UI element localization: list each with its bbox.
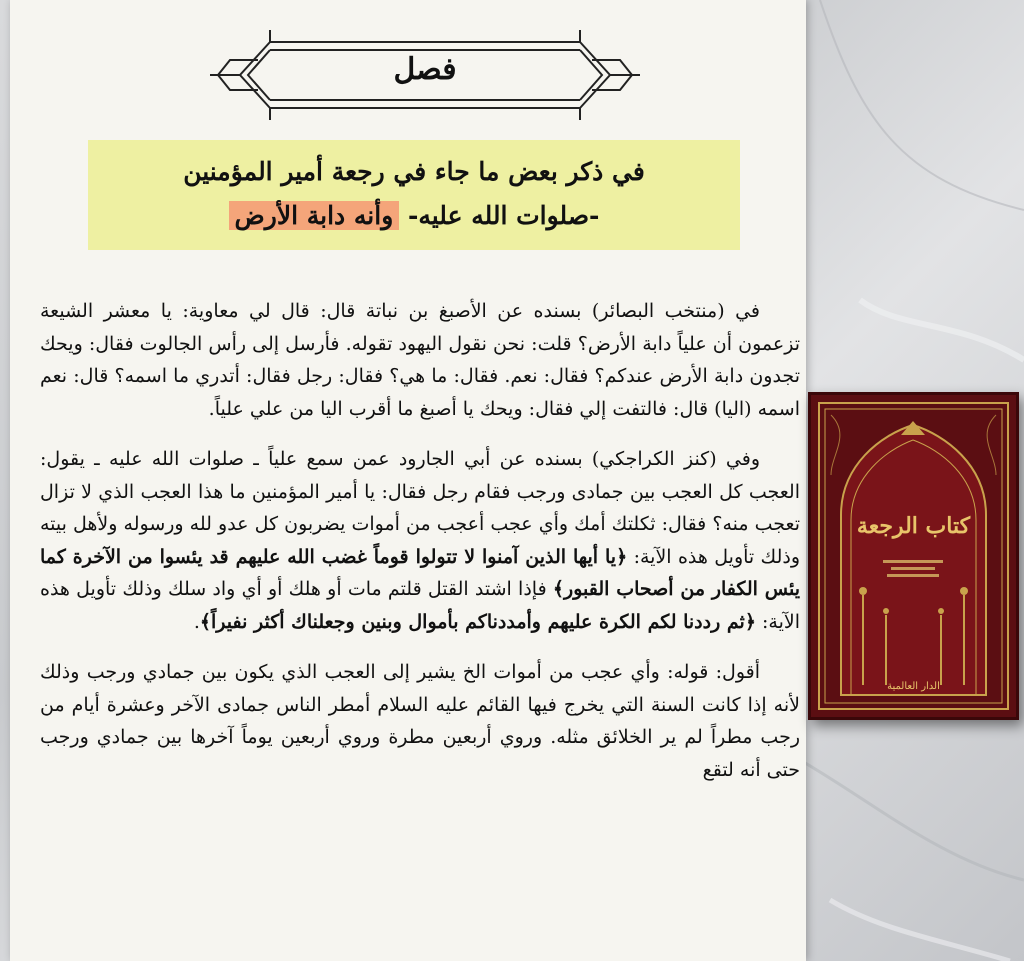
book-cover-image xyxy=(808,392,1019,720)
chapter-title: فصل xyxy=(393,52,457,87)
paragraph-2-middle: فإذا اشتد القتل قلتم مات أو هلك أو أي واد سلك وذلك تأويل هذه الآية: xyxy=(40,578,800,633)
quran-verse-1: ﴿يا أيها الذين آمنوا لا تتولوا قوماً غضب الله عليهم قد يئسوا من الآخرة كما يئس الكفار من أصحاب القبور﴾ xyxy=(40,545,800,600)
book-cover-title: كتاب الرجعة xyxy=(856,513,971,539)
paragraph-2 xyxy=(40,443,800,638)
paragraph-3: أقول: قوله: وأي عجب من أموات الخ يشير إلى العجب الذي يكون بين جمادي ورجب وذلك لأنه إذا كانت السنة التي يخرج فيها القائم عليه السلام أمطر الناس جمادى الآخر وعشرة أيام من رجب مطراً لم ير الخلائق مثله. وروي أربعين مطرة وروي أربعين يوماً آخرها بين جمادي ورجب حتى أنه لتقع xyxy=(40,661,800,781)
section-heading xyxy=(88,140,740,250)
paragraph-1: في (منتخب البصائر) بسنده عن الأصبغ بن نباتة قال: قال لي معاوية: يا معشر الشيعة تزعمون أن علياً دابة الأرض؟ قلت: نحن نقول اليهود تقوله. فأرسل إلى رأس الجالوت فقال: ويحك تجدون دابة الأرض عندكم؟ فقال: نعم. فقال: ما هي؟ فقال: رجل فقال: أتدري ما اسمه؟ قال: نعم اسمه (اليا) قال: فالتفت إلي فقال: ويحك يا أصبغ ما أقرب اليا من علي علياً. xyxy=(40,300,800,420)
paragraph-2-end: . xyxy=(193,610,200,633)
quran-verse-2: ﴿ثم رددنا لكم الكرة عليهم وأمددناكم بأموال وبنين وجعلناك أكثر نفيراً﴾ xyxy=(199,610,756,633)
highlighted-phrase: وأنه دابة الأرض xyxy=(229,201,400,230)
section-heading-line1: في ذكر بعض ما جاء في رجعة أمير المؤمنين xyxy=(183,157,645,186)
book-page xyxy=(10,0,806,961)
book-cover-publisher: الدار العالمية xyxy=(887,681,940,692)
section-heading-line2-plain: -صلوات الله عليه- xyxy=(399,201,600,230)
section-heading-line2 xyxy=(88,194,740,238)
body-text xyxy=(40,295,800,804)
paragraph-2-intro: وفي (كنز الكراجكي) بسنده عن أبي الجارود عمن سمع علياً ـ صلوات الله عليه ـ يقول: العجب كل العجب بين جمادى ورجب فقام رجل فقال: يا أمير المؤمنين ما هذا العجب الذي لا تزال تعجب منه؟ فقال: ثكلتك أمك وأي عجب أعجب من أموات يضربون كل عدو لله ورسوله ولأهل بيته وذلك تأويل هذه الآية: xyxy=(40,448,800,568)
